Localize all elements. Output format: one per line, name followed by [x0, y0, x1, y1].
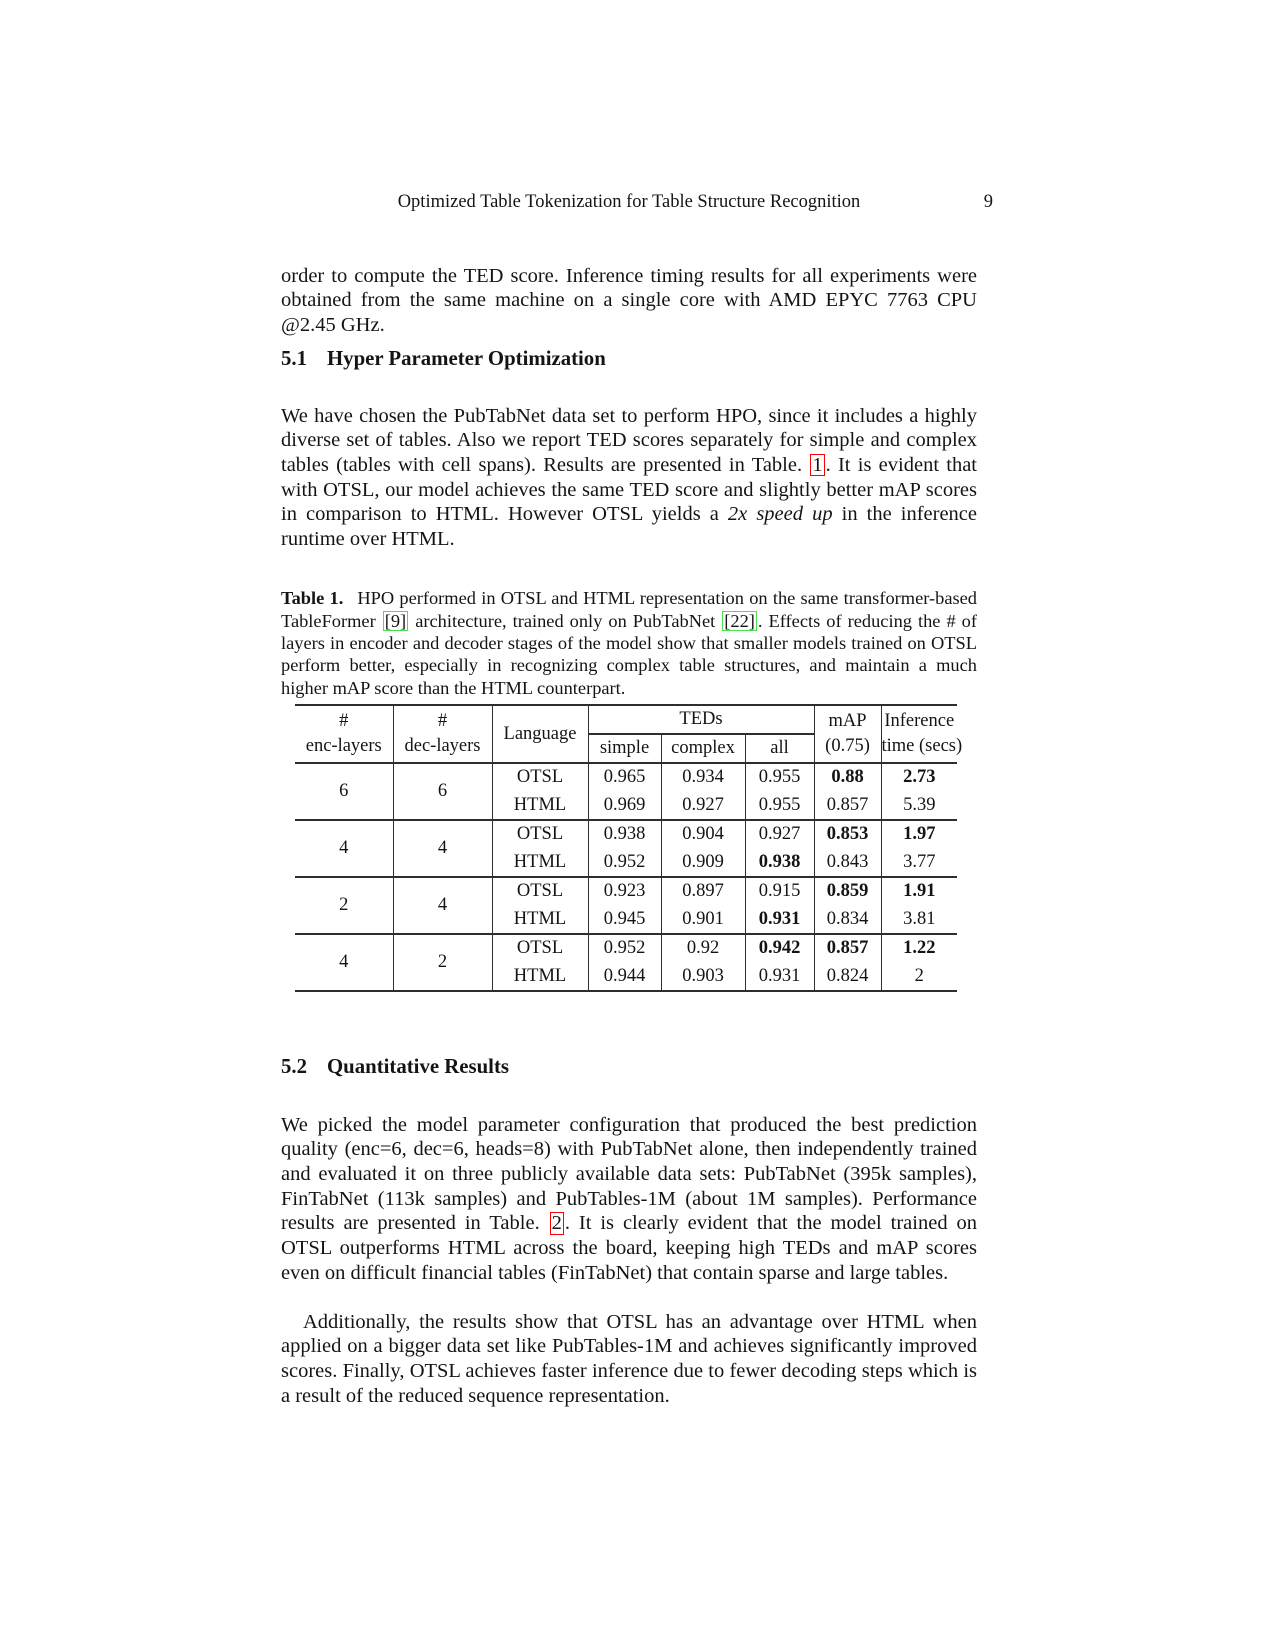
caption-text: HPO performed in OTSL and HTML representation on the same transformer-based TableFormer [281, 588, 977, 631]
table1-ref-link[interactable]: 1 [812, 453, 823, 476]
section-52-heading [281, 1055, 509, 1079]
cell-time: 1.91 [881, 877, 957, 906]
header-inference-time: Inference time (secs) [881, 705, 957, 763]
header-complex: complex [661, 734, 745, 763]
cell-all: 0.955 [745, 792, 814, 821]
cell-time: 2 [881, 963, 957, 992]
cell-simple: 0.923 [588, 877, 661, 906]
cell-language: OTSL [492, 763, 588, 792]
header-dec-layers: # dec-layers [393, 705, 492, 763]
cell-complex: 0.903 [661, 963, 745, 992]
section-title: Hyper Parameter Optimization [327, 347, 606, 370]
header-teds: TEDs [588, 705, 814, 734]
cell-simple: 0.965 [588, 763, 661, 792]
cell-complex: 0.934 [661, 763, 745, 792]
cell-all: 0.931 [745, 906, 814, 935]
section-52-paragraph-1 [281, 1113, 977, 1286]
para-text: . It is clearly evident that the model trained on OTSL outperforms HTML across the board, keeping high TEDs and mAP scores even on difficult financial tables (FinTabNet) that contain sparse and large tables. [281, 1212, 977, 1284]
cell-all: 0.938 [745, 849, 814, 878]
cell-enc: 2 [295, 877, 393, 934]
cell-time: 5.39 [881, 792, 957, 821]
section-number: 5.1 [281, 347, 307, 370]
section-51-paragraph [281, 404, 977, 552]
cell-complex: 0.92 [661, 934, 745, 963]
section-51-heading [281, 347, 606, 371]
cell-map: 0.88 [814, 763, 881, 792]
cell-complex: 0.904 [661, 820, 745, 849]
cell-map: 0.824 [814, 963, 881, 992]
section-number: 5.2 [281, 1055, 307, 1078]
cell-time: 2.73 [881, 763, 957, 792]
cell-time: 1.22 [881, 934, 957, 963]
cell-map: 0.859 [814, 877, 881, 906]
section-52-paragraph-2: Additionally, the results show that OTSL has an advantage over HTML when applied on a bigger data set like PubTables-1M and achieves significantly improved scores. Finally, OTSL achieves faster inference due to fewer decoding steps which is a result of the reduced sequence representation. [281, 1310, 977, 1407]
cell-map: 0.853 [814, 820, 881, 849]
para-text: . It is evident that with OTSL, our model achieves the same TED score and slightly better mAP scores in comparison to HTML. However OTSL yields a [281, 453, 977, 526]
cell-all: 0.942 [745, 934, 814, 963]
cell-enc: 4 [295, 934, 393, 991]
header-all: all [745, 734, 814, 763]
cell-complex: 0.927 [661, 792, 745, 821]
cell-language: OTSL [492, 877, 588, 906]
emphasized-text: 2x speed up [727, 503, 833, 526]
cell-language: HTML [492, 906, 588, 935]
cell-complex: 0.909 [661, 849, 745, 878]
cell-simple: 0.945 [588, 906, 661, 935]
results-table-wrapper [295, 704, 963, 992]
header-map: mAP (0.75) [814, 705, 881, 763]
cell-map: 0.843 [814, 849, 881, 878]
cell-simple: 0.969 [588, 792, 661, 821]
cell-dec: 4 [393, 877, 492, 934]
running-head [281, 192, 993, 213]
table-row [295, 763, 957, 792]
cell-language: HTML [492, 792, 588, 821]
table-row [295, 820, 957, 849]
para-text: in the inference runtime over HTML. [281, 503, 977, 551]
para-text: We picked the model parameter configuration that produced the best prediction quality (enc=6, dec=6, heads=8) with PubTabNet alone, then independently trained and evaluated it on three publicly available data sets: PubTabNet (395k samples), FinTabNet (113k samples) and PubTables-1M (about 1M samples). Performance results are presented in Table. [281, 1113, 977, 1235]
cell-time: 3.77 [881, 849, 957, 878]
cell-dec: 4 [393, 820, 492, 877]
section-title: Quantitative Results [327, 1055, 509, 1078]
cell-all: 0.915 [745, 877, 814, 906]
results-table [295, 704, 963, 992]
cell-dec: 6 [393, 763, 492, 820]
para-text: We have chosen the PubTabNet data set to perform HPO, since it includes a highly diverse set of tables. Also we report TED scores separately for simple and complex tables (tables with cell spans). Results are presented in Table. [281, 404, 977, 476]
cell-simple: 0.944 [588, 963, 661, 992]
caption-text: . Effects of reducing the # of layers in encoder and decoder stages of the model show that smaller models trained on OTSL perform better, especially in recognizing complex table structures, and maintain a much higher mAP score than the HTML counterpart. [281, 610, 977, 698]
cell-all: 0.955 [745, 763, 814, 792]
cell-complex: 0.901 [661, 906, 745, 935]
cell-language: OTSL [492, 934, 588, 963]
cell-enc: 4 [295, 820, 393, 877]
page-number: 9 [983, 192, 993, 212]
cell-dec: 2 [393, 934, 492, 991]
intro-paragraph: order to compute the TED score. Inference timing results for all experiments were obtained from the same machine on a single core with AMD EPYC 7763 CPU @2.45 GHz. [281, 264, 977, 336]
running-head-title: Optimized Table Tokenization for Table Structure Recognition [397, 192, 861, 212]
table1-caption-label: Table 1. [281, 588, 344, 609]
caption-text: architecture, trained only on PubTabNet [409, 610, 722, 631]
table-row [295, 877, 957, 906]
header-language: Language [492, 705, 588, 763]
cell-enc: 6 [295, 763, 393, 820]
table1-caption [281, 587, 977, 698]
cell-map: 0.857 [814, 792, 881, 821]
table2-ref-link[interactable]: 2 [551, 1212, 562, 1235]
header-enc-layers: # enc-layers [295, 705, 393, 763]
cell-complex: 0.897 [661, 877, 745, 906]
cell-all: 0.931 [745, 963, 814, 992]
cell-simple: 0.952 [588, 849, 661, 878]
citation-link-9[interactable]: [9] [384, 610, 407, 631]
cell-time: 3.81 [881, 906, 957, 935]
cell-map: 0.857 [814, 934, 881, 963]
cell-simple: 0.952 [588, 934, 661, 963]
cell-simple: 0.938 [588, 820, 661, 849]
cell-language: OTSL [492, 820, 588, 849]
table-row [295, 934, 957, 963]
cell-all: 0.927 [745, 820, 814, 849]
cell-language: HTML [492, 849, 588, 878]
citation-link-22[interactable]: [22] [724, 610, 755, 631]
cell-language: HTML [492, 963, 588, 992]
cell-time: 1.97 [881, 820, 957, 849]
header-simple: simple [588, 734, 661, 763]
cell-map: 0.834 [814, 906, 881, 935]
